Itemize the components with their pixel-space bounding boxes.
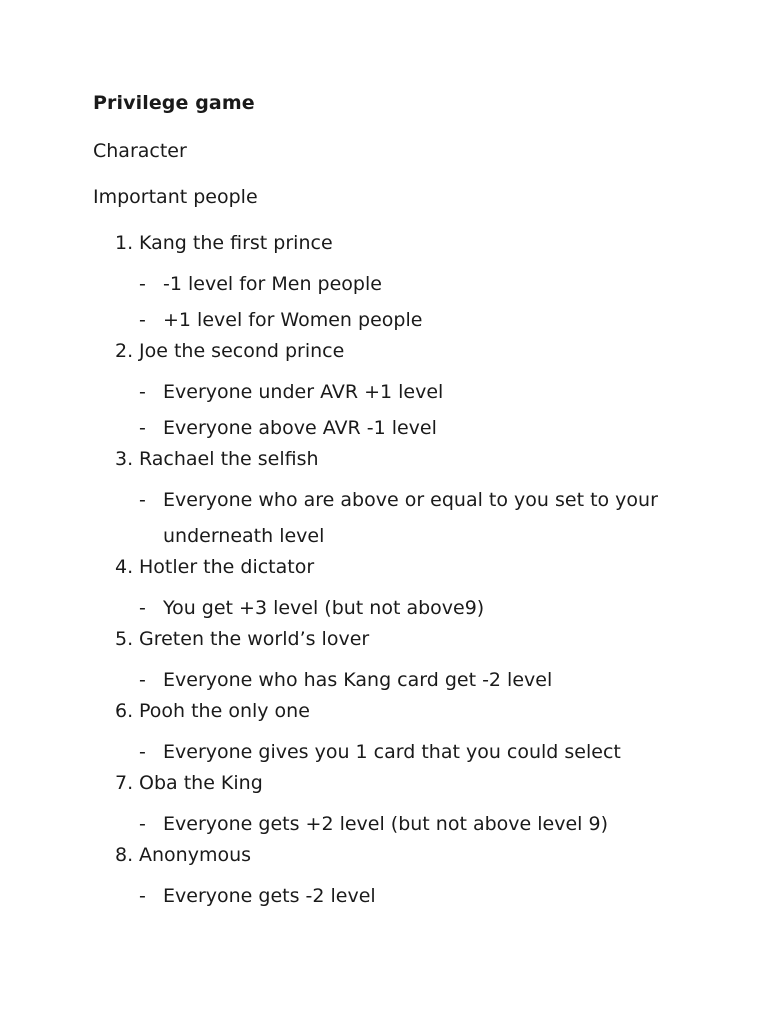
- item-name: Joe the second prince: [139, 340, 345, 362]
- effect-line: [0, 482, 768, 554]
- item-name: Anonymous: [139, 844, 252, 866]
- list-item: [0, 446, 768, 482]
- bullet-dash: -: [139, 273, 146, 295]
- effect-text: Everyone gets +2 level (but not above level 9): [163, 813, 608, 835]
- list-item: [0, 338, 768, 374]
- bullet-dash: -: [139, 669, 146, 691]
- list-item: [0, 770, 768, 806]
- item-number: 6.: [115, 700, 134, 722]
- effect-line: [0, 374, 768, 410]
- item-number: 3.: [115, 448, 134, 470]
- item-number: 2.: [115, 340, 134, 362]
- effect-text: -1 level for Men people: [163, 273, 382, 295]
- bullet-dash: -: [139, 489, 146, 511]
- effect-text: You get +3 level (but not above9): [163, 597, 485, 619]
- list-item: [0, 626, 768, 662]
- item-name: Hotler the dictator: [139, 556, 315, 578]
- list-item: [0, 698, 768, 734]
- bullet-dash: -: [139, 885, 146, 907]
- list-item: [0, 230, 768, 266]
- effect-text: +1 level for Women people: [163, 309, 423, 331]
- item-name: Pooh the only one: [139, 700, 310, 722]
- bullet-dash: -: [139, 813, 146, 835]
- bullet-dash: -: [139, 741, 146, 763]
- document-title: Privilege game: [93, 92, 255, 114]
- item-number: 1.: [115, 232, 134, 254]
- effect-line: [0, 878, 768, 914]
- effect-text: Everyone gives you 1 card that you could select: [163, 741, 621, 763]
- bullet-dash: -: [139, 381, 146, 403]
- bullet-dash: -: [139, 309, 146, 331]
- bullet-dash: -: [139, 417, 146, 439]
- item-number: 4.: [115, 556, 134, 578]
- effect-line: [0, 734, 768, 770]
- effect-text: Everyone who has Kang card get -2 level: [163, 669, 553, 691]
- effect-text: Everyone who are above or equal to you set to your underneath level: [163, 489, 658, 547]
- effect-line: [0, 410, 768, 446]
- effect-line: [0, 302, 768, 338]
- item-number: 5.: [115, 628, 134, 650]
- item-name: Oba the King: [139, 772, 263, 794]
- item-number: 7.: [115, 772, 134, 794]
- list-item: [0, 842, 768, 878]
- item-name: Greten the world’s lover: [139, 628, 370, 650]
- item-number: 8.: [115, 844, 134, 866]
- item-name: Rachael the selfish: [139, 448, 319, 470]
- heading-character: Character: [93, 140, 187, 162]
- effect-text: Everyone above AVR -1 level: [163, 417, 437, 439]
- characters-list: [0, 230, 768, 914]
- item-name: Kang the first prince: [139, 232, 333, 254]
- effect-line: [0, 662, 768, 698]
- heading-important-people: Important people: [93, 186, 258, 208]
- effect-line: [0, 806, 768, 842]
- effect-text: Everyone gets -2 level: [163, 885, 376, 907]
- list-item: [0, 554, 768, 590]
- bullet-dash: -: [139, 597, 146, 619]
- effect-line: [0, 266, 768, 302]
- effect-line: [0, 590, 768, 626]
- effect-text: Everyone under AVR +1 level: [163, 381, 444, 403]
